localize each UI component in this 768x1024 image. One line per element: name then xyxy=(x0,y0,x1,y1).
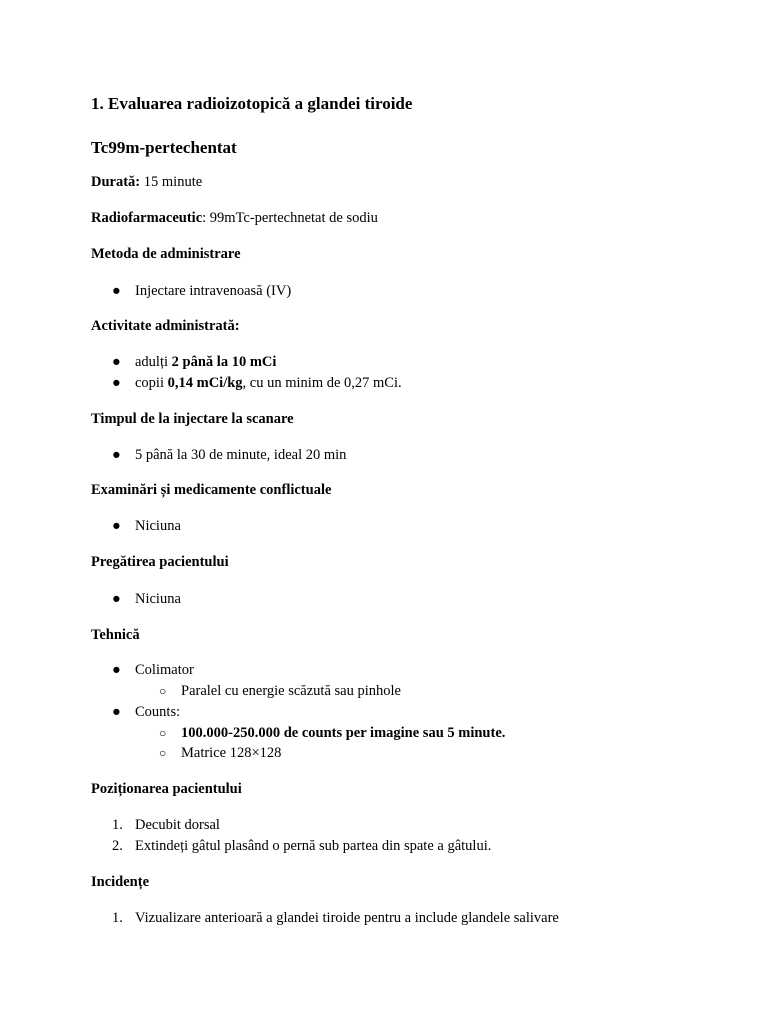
list-item-text: Extindeți gâtul plasând o pernă sub partea din spate a gâtului. xyxy=(135,838,492,854)
durata-label: Durată: xyxy=(91,174,141,190)
adulti-pre: adulți xyxy=(135,354,172,370)
incidente-heading: Incidențe xyxy=(91,874,149,890)
radiofarmaceutic-label: Radiofarmaceutic xyxy=(91,210,203,226)
bullet-icon: ● xyxy=(112,375,121,391)
numbered-item xyxy=(112,817,220,834)
list-item xyxy=(112,375,402,392)
list-item xyxy=(112,704,181,721)
bullet-icon: ● xyxy=(112,704,121,720)
copii-dose: 0,14 mCi/kg xyxy=(167,375,243,391)
list-item-text: Niciuna xyxy=(135,518,181,534)
adulti-dose: 2 până la 10 mCi xyxy=(171,354,277,370)
pregatirea-heading: Pregătirea pacientului xyxy=(91,554,229,570)
list-item xyxy=(112,518,181,535)
durata-line xyxy=(91,174,202,191)
sub-list-item xyxy=(159,745,282,762)
list-item-text: Matrice 128×128 xyxy=(181,745,282,761)
item-number: 1. xyxy=(112,910,123,926)
copii-pre: copii xyxy=(135,375,168,391)
examinari-heading: Examinări și medicamente conflictuale xyxy=(91,482,332,498)
numbered-item xyxy=(112,910,559,927)
section-subtitle: Tc99m-pertechentat xyxy=(91,138,237,157)
list-item-text: Niciuna xyxy=(135,591,181,607)
list-item-text: Counts: xyxy=(135,704,181,720)
copii-post: , cu un minim de 0,27 mCi. xyxy=(242,375,402,391)
sub-list-item xyxy=(159,683,401,700)
bullet-icon: ● xyxy=(112,354,121,370)
list-item-text: Paralel cu energie scăzută sau pinhole xyxy=(181,683,401,699)
item-number: 2. xyxy=(112,838,123,854)
bullet-icon: ● xyxy=(112,518,121,534)
bullet-icon: ● xyxy=(112,447,121,463)
circle-bullet-icon: ○ xyxy=(159,684,167,698)
list-item-text: Colimator xyxy=(135,662,194,678)
list-item xyxy=(112,447,347,464)
list-item-text: Injectare intravenoasă (IV) xyxy=(135,283,292,299)
list-item-text: Decubit dorsal xyxy=(135,817,220,833)
circle-bullet-icon: ○ xyxy=(159,726,167,740)
list-item xyxy=(112,591,181,608)
list-item xyxy=(112,283,292,300)
durata-value: 15 minute xyxy=(140,174,203,190)
radiofarmaceutic-line xyxy=(91,210,378,227)
list-item-text: Vizualizare anterioară a glandei tiroide pentru a include glandele salivare xyxy=(135,910,559,926)
metoda-heading: Metoda de administrare xyxy=(91,246,241,262)
timpul-heading: Timpul de la injectare la scanare xyxy=(91,411,294,427)
item-number: 1. xyxy=(112,817,123,833)
list-item xyxy=(112,354,277,371)
list-item-text: 5 până la 30 de minute, ideal 20 min xyxy=(135,447,347,463)
bullet-icon: ● xyxy=(112,662,121,678)
tehnica-heading: Tehnică xyxy=(91,627,140,643)
bullet-icon: ● xyxy=(112,283,121,299)
circle-bullet-icon: ○ xyxy=(159,746,167,760)
document-title: 1. Evaluarea radioizotopică a glandei tiroide xyxy=(91,94,413,113)
list-item-text: 100.000-250.000 de counts per imagine sau 5 minute. xyxy=(181,725,506,741)
sub-list-item xyxy=(159,725,506,742)
radiofarmaceutic-value: : 99mTc-pertechnetat de sodiu xyxy=(202,210,378,226)
activitate-heading: Activitate administrată: xyxy=(91,318,240,334)
bullet-icon: ● xyxy=(112,591,121,607)
numbered-item xyxy=(112,838,492,855)
list-item xyxy=(112,662,194,679)
pozitionarea-heading: Poziționarea pacientului xyxy=(91,781,242,797)
